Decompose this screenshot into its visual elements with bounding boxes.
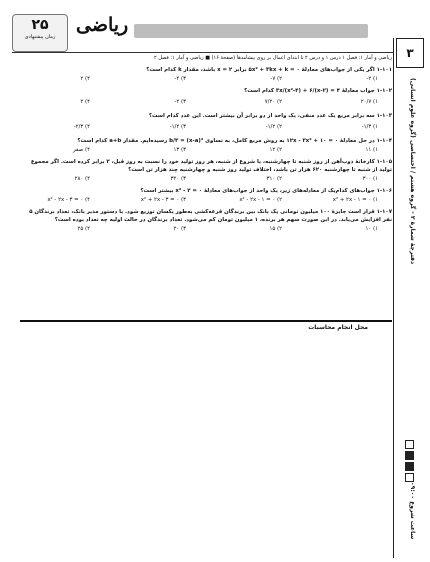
option-2[interactable]: ۲) x² - ۲x - ۱ = ۰ [239,197,282,203]
option-3[interactable]: ۳) ۱/۴- [169,124,186,130]
question-107 [20,208,392,234]
option-1[interactable]: ۱) ۱۰ [365,226,378,232]
marker-square-filled [405,451,414,460]
question-list [20,66,392,237]
options-row [20,120,392,134]
option-1[interactable]: ۱) ۲۰/۷ [360,99,378,105]
question-105 [20,158,392,184]
option-1[interactable]: ۱) ۱۱ [365,147,378,153]
time-badge [12,14,68,52]
option-1[interactable]: ۱) ۳۰۰ [362,176,378,182]
page-header [6,8,394,48]
question-text: ۱-۱۰۱ اگر یکی از جواب‌های معادلهٔ ۰ = ۵x² + ۳kx + k برابر ۲ = x باشد، مقدار k کدام است؟ [146,67,392,73]
option-4[interactable]: ۴) ۲۵ [77,226,90,232]
option-3[interactable]: ۳) ۴- [174,76,186,82]
question-103 [20,112,392,134]
options-row [20,224,392,234]
option-2[interactable]: ۲) ۷/۲۰ [264,99,282,105]
question-text: ۱-۱۰۴ در حل معادلهٔ ۰ = ۱۰ + ۱۲x - ۳x² به روش مربع کامل، به تساوی b/۳ = (x-a)² رسیده‌ایم. مقدار a+b کدام است؟ [77,138,392,144]
option-1[interactable]: ۱) ۱/۳- [361,124,378,130]
option-4[interactable]: ۴) ۲ [80,76,90,82]
question-101 [20,66,392,84]
option-2[interactable]: ۲) ۱۵ [269,226,282,232]
option-3[interactable]: ۳) ۱۳ [173,147,186,153]
subject-title: ریاضی [76,14,129,36]
option-3[interactable]: ۳) ۲۰ [173,226,186,232]
option-1[interactable]: ۱) ۲- [366,76,378,82]
options-row [20,195,392,205]
question-text: ۱-۱۰۲ جواب معادلهٔ ۴ = ۳x/(x²-۴) + ۶/(x-۲) کدام است؟ [244,88,392,94]
options-row [20,174,392,184]
option-4[interactable]: ۴) صفر [72,147,90,153]
page [6,8,424,550]
option-4[interactable]: ۴) ۲/۳- [73,124,90,130]
alignment-markers [404,438,414,484]
question-text: ۱-۱۰۷ قرار است جایزهٔ ۱۰۰ میلیون تومانی یک بانک بین برندگان قرعه‌کشی به‌طور یکسان توزیع شود. با دستور مدیر بانک، تعداد برندگان ۵ نفر افزایش می‌یابد. در این صورت سهم هر برنده، ۱ میلیون تومان کم می‌شود. تعداد برندگان در حالت اولیه چه تعداد بوده است؟ [29,209,392,223]
page-number-box: ۳ [396,38,424,68]
section-divider [20,320,392,322]
side-panel [393,38,424,558]
header-rule [12,52,394,53]
option-2[interactable]: ۲) ۱/۲- [265,124,282,130]
breadcrumb: ریاضی و آمار ۱: فصل ۱ درس ۱ و درس ۲ تا ابتدای اعمال بر روی پیشامدها (صفحهٔ ۱۶) ■ ریاضی و آمار ۱: فصل ۲ [153,55,392,61]
header-bar [134,24,368,38]
calculation-area-label: محل انجام محاسبات [308,324,368,331]
badge-subtitle: زمان پیشنهادی [24,34,56,40]
option-3[interactable]: ۳) ۳۲۰ [170,176,186,182]
option-4[interactable]: ۴) ۲ [80,99,90,105]
question-106 [20,187,392,205]
options-row [20,74,392,84]
question-102 [20,87,392,109]
question-text: ۱-۱۰۶ جواب‌های کدام‌یک از معادله‌های زیر، یک واحد از جواب‌های معادلهٔ ۰ = ۲ - x² بیشتر است؟ [140,188,392,194]
option-3[interactable]: ۳) x² + ۲x - ۳ = ۰ [140,197,186,203]
marker-square [405,440,414,449]
option-2[interactable]: ۲) ۷- [270,76,282,82]
marker-square-filled [405,462,414,471]
marker-square [405,473,414,482]
question-104 [20,137,392,155]
option-2[interactable]: ۲) ۱۲ [269,147,282,153]
question-text: ۱-۱۰۳ سه برابر مربع یک عدد منفی، یک واحد از دو برابر آن بیشتر است. این عدد کدام است؟ [148,113,392,119]
question-text: ۱-۱۰۵ کارخانهٔ ذوب‌آهن از روز شنبه تا چهارشنبه، با شروع از شنبه، هر روز تولید خود را نسبت به روز قبل، ۲ برابر کرده است. اگر مجموع تولید از شنبه تا چهارشنبه ۶۲۰ هزار تن باشد، اختلاف تولید روز شنبه و چهارشنبه چند هزار تن است؟ [30,159,392,173]
option-4[interactable]: ۴) x² - ۲x - ۳ = ۰ [47,197,90,203]
options-row [20,145,392,155]
option-2[interactable]: ۲) ۳۱۰ [266,176,282,182]
start-time: ساعت شروع ۰۹:۰۰ [409,482,416,540]
options-row [20,95,392,109]
booklet-title: دفترچهٔ شمارهٔ ۲ - گروه هشتم / اختصاصی (گروه علوم انسانی) [409,78,416,265]
option-3[interactable]: ۳) ۲- [174,99,186,105]
option-4[interactable]: ۴) ۲۸۰ [74,176,90,182]
badge-number: ۲۵ [31,17,49,33]
option-1[interactable]: ۱) x² + ۲x - ۱ = ۰ [332,197,378,203]
